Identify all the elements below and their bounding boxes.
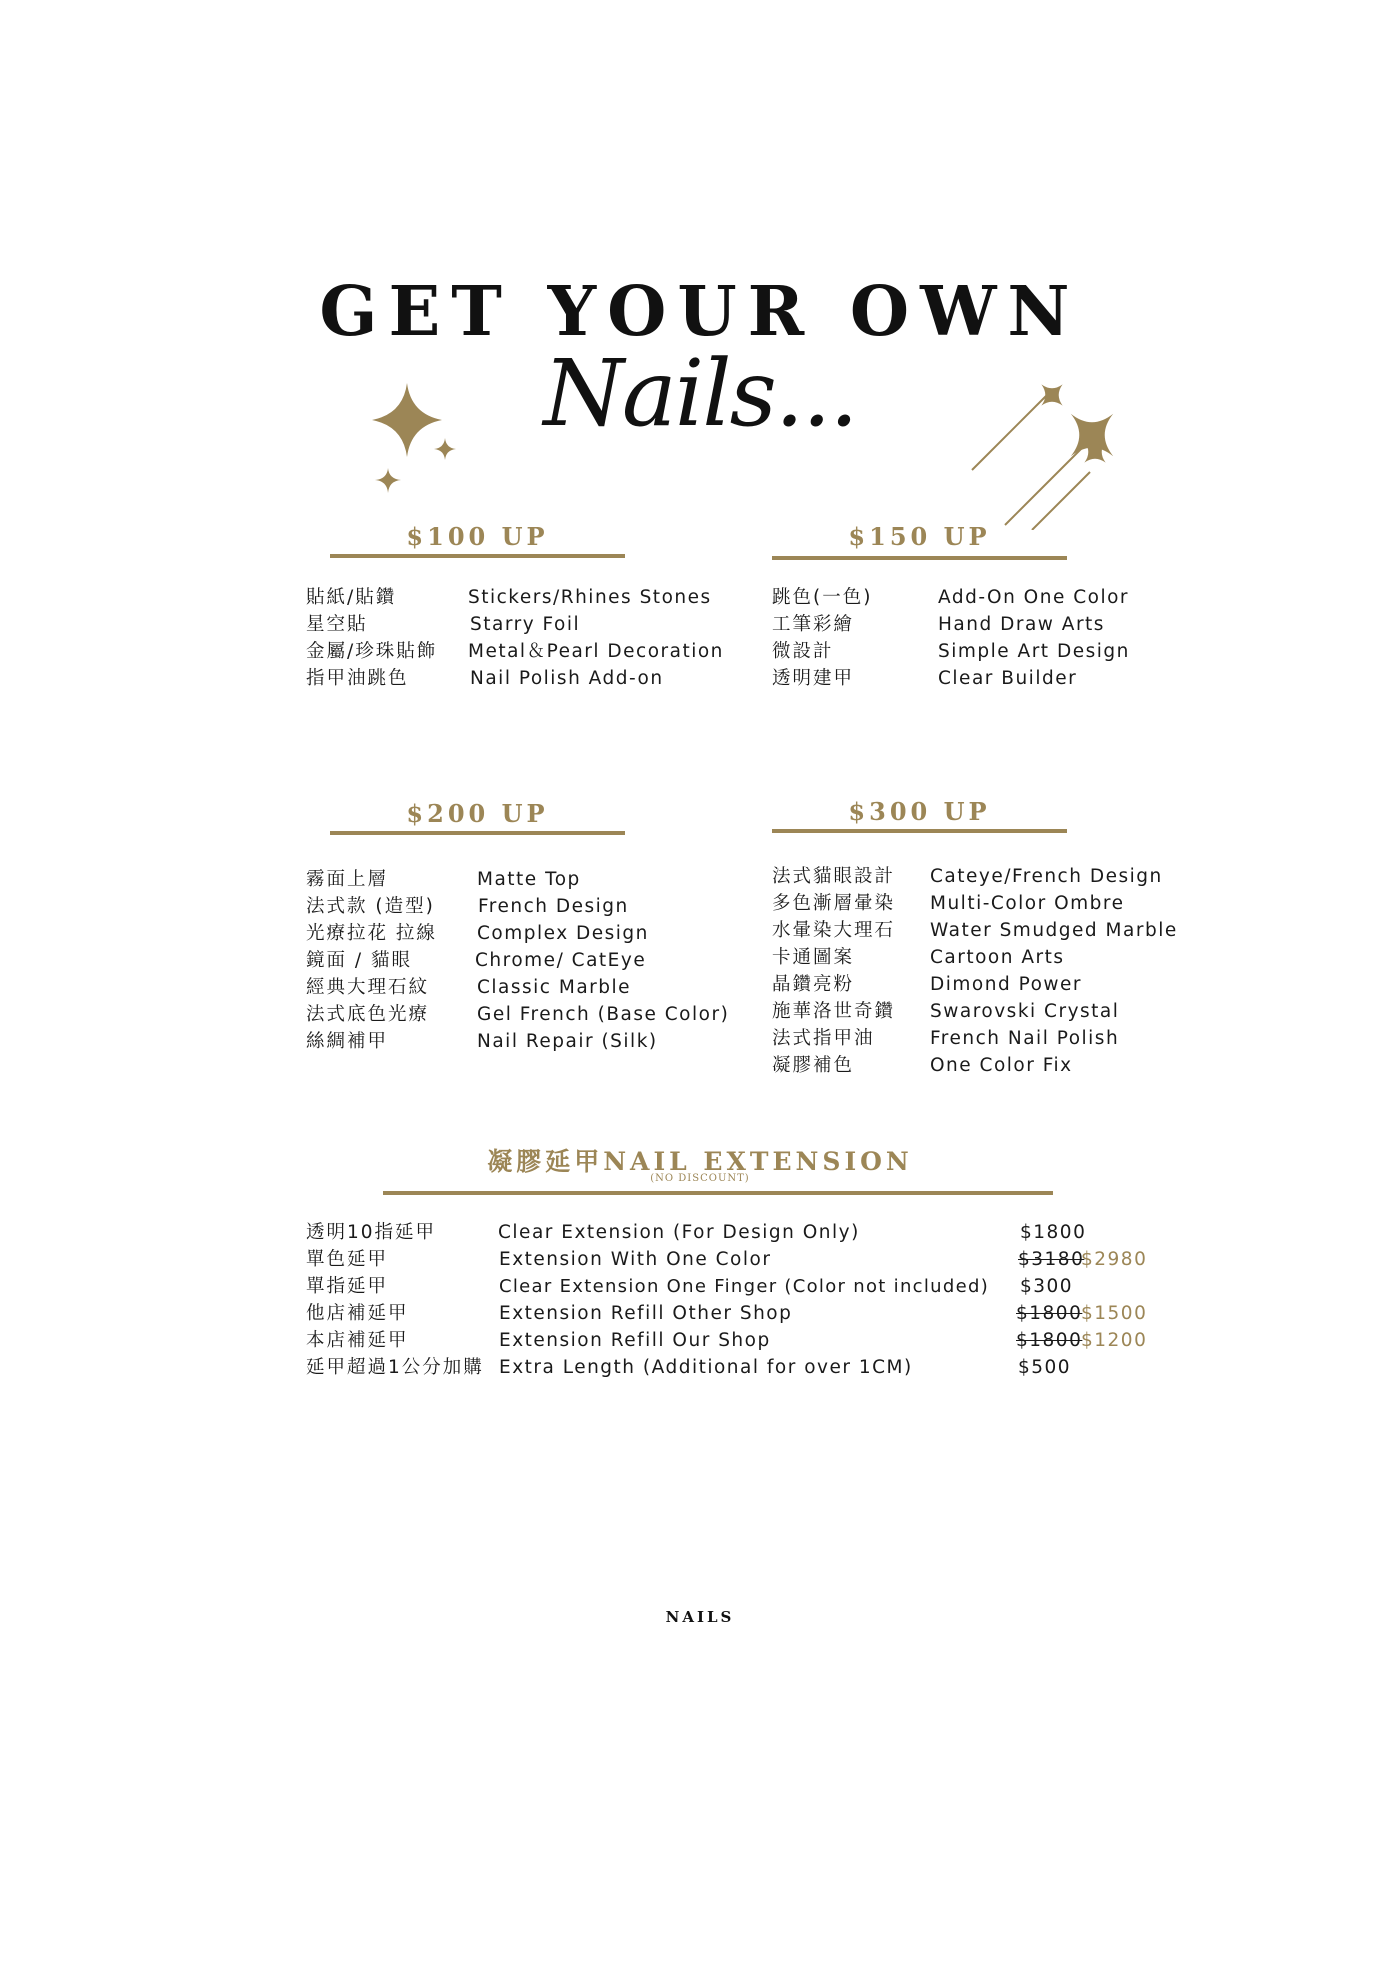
- list-item-en: One Color Fix: [930, 1055, 1073, 1076]
- price: $300: [1020, 1276, 1074, 1297]
- page-title: GET YOUR OWN: [319, 272, 1081, 352]
- sparkle-icon: [355, 378, 465, 503]
- list-item-en: Classic Marble: [477, 977, 632, 998]
- list-item-zh: 金屬/珍珠貼飾: [306, 641, 438, 662]
- list-item-zh: 絲綢補甲: [306, 1031, 389, 1052]
- list-item-zh: 施華洛世奇鑽: [772, 1001, 896, 1022]
- sale-price: $2980: [1081, 1249, 1148, 1270]
- sale-price: $1200: [1081, 1330, 1148, 1351]
- list-item-en: Water Smudged Marble: [930, 920, 1178, 941]
- list-item-en: Add-On One Color: [938, 587, 1130, 608]
- script-title: Nails...: [543, 340, 857, 447]
- list-item-en: Chrome/ CatEye: [475, 950, 647, 971]
- no-discount-note: (NO DISCOUNT): [650, 1173, 750, 1184]
- list-item-en: Clear Extension One Finger (Color not included): [499, 1276, 990, 1297]
- list-item-en: Hand Draw Arts: [938, 614, 1105, 635]
- list-item-en: Gel French (Base Color): [477, 1004, 730, 1025]
- list-item-zh: 延甲超過1公分加購: [306, 1357, 484, 1378]
- list-item-en: Stickers/Rhines Stones: [468, 587, 712, 608]
- old-price: $3180: [1018, 1249, 1085, 1270]
- list-item-zh: 透明10指延甲: [306, 1222, 437, 1243]
- list-item-en: Dimond Power: [930, 974, 1083, 995]
- list-item-en: Cartoon Arts: [930, 947, 1065, 968]
- section-divider: [330, 831, 625, 835]
- section-heading-extension: 凝膠延甲NAIL EXTENSION: [487, 1147, 913, 1176]
- list-item-zh: 光療拉花 拉線: [306, 923, 437, 944]
- list-item-zh: 透明建甲: [772, 668, 855, 689]
- section-heading-300: $300 UP: [848, 797, 991, 826]
- section-heading-100: $100 UP: [406, 522, 549, 551]
- list-item-zh: 鏡面 / 貓眼: [306, 950, 412, 971]
- list-item-en: Extension With One Color: [499, 1249, 772, 1270]
- sale-price: $1500: [1081, 1303, 1148, 1324]
- list-item-en: French Design: [478, 896, 629, 917]
- price: $500: [1018, 1357, 1072, 1378]
- list-item-en: Multi-Color Ombre: [930, 893, 1125, 914]
- list-item-zh: 卡通圖案: [772, 947, 855, 968]
- list-item-zh: 工筆彩繪: [772, 614, 855, 635]
- section-heading-150: $150 UP: [848, 522, 991, 551]
- section-divider: [772, 556, 1067, 560]
- list-item-en: Clear Builder: [938, 668, 1078, 689]
- list-item-zh: 霧面上層: [306, 869, 389, 890]
- list-item-en: Starry Foil: [470, 614, 581, 635]
- old-price: $1800: [1016, 1303, 1083, 1324]
- list-item-zh: 單色延甲: [306, 1249, 389, 1270]
- price: $1800: [1020, 1222, 1087, 1243]
- list-item-zh: 法式指甲油: [772, 1028, 875, 1049]
- list-item-zh: 經典大理石紋: [306, 977, 430, 998]
- list-item-zh: 星空貼: [306, 614, 368, 635]
- list-item-zh: 水暈染大理石: [772, 920, 896, 941]
- list-item-zh: 他店補延甲: [306, 1303, 409, 1324]
- list-item-en: Complex Design: [477, 923, 649, 944]
- list-item-zh: 貼紙/貼鑽: [306, 587, 397, 608]
- old-price: $1800: [1016, 1330, 1083, 1351]
- list-item-zh: 法式貓眼設計: [772, 866, 896, 887]
- list-item-en: Swarovski Crystal: [930, 1001, 1120, 1022]
- shooting-star-icon: [960, 355, 1140, 530]
- list-item-en: Metal＆Pearl Decoration: [468, 641, 724, 662]
- list-item-en: Nail Polish Add-on: [470, 668, 664, 689]
- list-item-en: Extension Refill Other Shop: [499, 1303, 793, 1324]
- list-item-en: French Nail Polish: [930, 1028, 1120, 1049]
- list-item-en: Extra Length (Additional for over 1CM): [499, 1357, 913, 1378]
- list-item-en: Nail Repair (Silk): [477, 1031, 658, 1052]
- list-item-zh: 晶鑽亮粉: [772, 974, 855, 995]
- list-item-en: Extension Refill Our Shop: [499, 1330, 771, 1351]
- list-item-zh: 跳色(一色): [772, 587, 873, 608]
- list-item-zh: 指甲油跳色: [306, 668, 409, 689]
- section-divider: [330, 554, 625, 558]
- list-item-en: Simple Art Design: [938, 641, 1130, 662]
- list-item-zh: 微設計: [772, 641, 834, 662]
- section-divider: [383, 1191, 1053, 1195]
- list-item-zh: 本店補延甲: [306, 1330, 409, 1351]
- list-item-en: Matte Top: [477, 869, 581, 890]
- list-item-zh: 單指延甲: [306, 1276, 389, 1297]
- footer-brand: NAILS: [665, 1608, 735, 1626]
- list-item-zh: 凝膠補色: [772, 1055, 855, 1076]
- section-divider: [772, 829, 1067, 833]
- list-item-en: Cateye/French Design: [930, 866, 1163, 887]
- list-item-en: Clear Extension (For Design Only): [498, 1222, 860, 1243]
- list-item-zh: 法式底色光療: [306, 1004, 430, 1025]
- section-heading-200: $200 UP: [406, 799, 549, 828]
- list-item-zh: 多色漸層暈染: [772, 893, 896, 914]
- list-item-zh: 法式款 (造型): [306, 896, 435, 917]
